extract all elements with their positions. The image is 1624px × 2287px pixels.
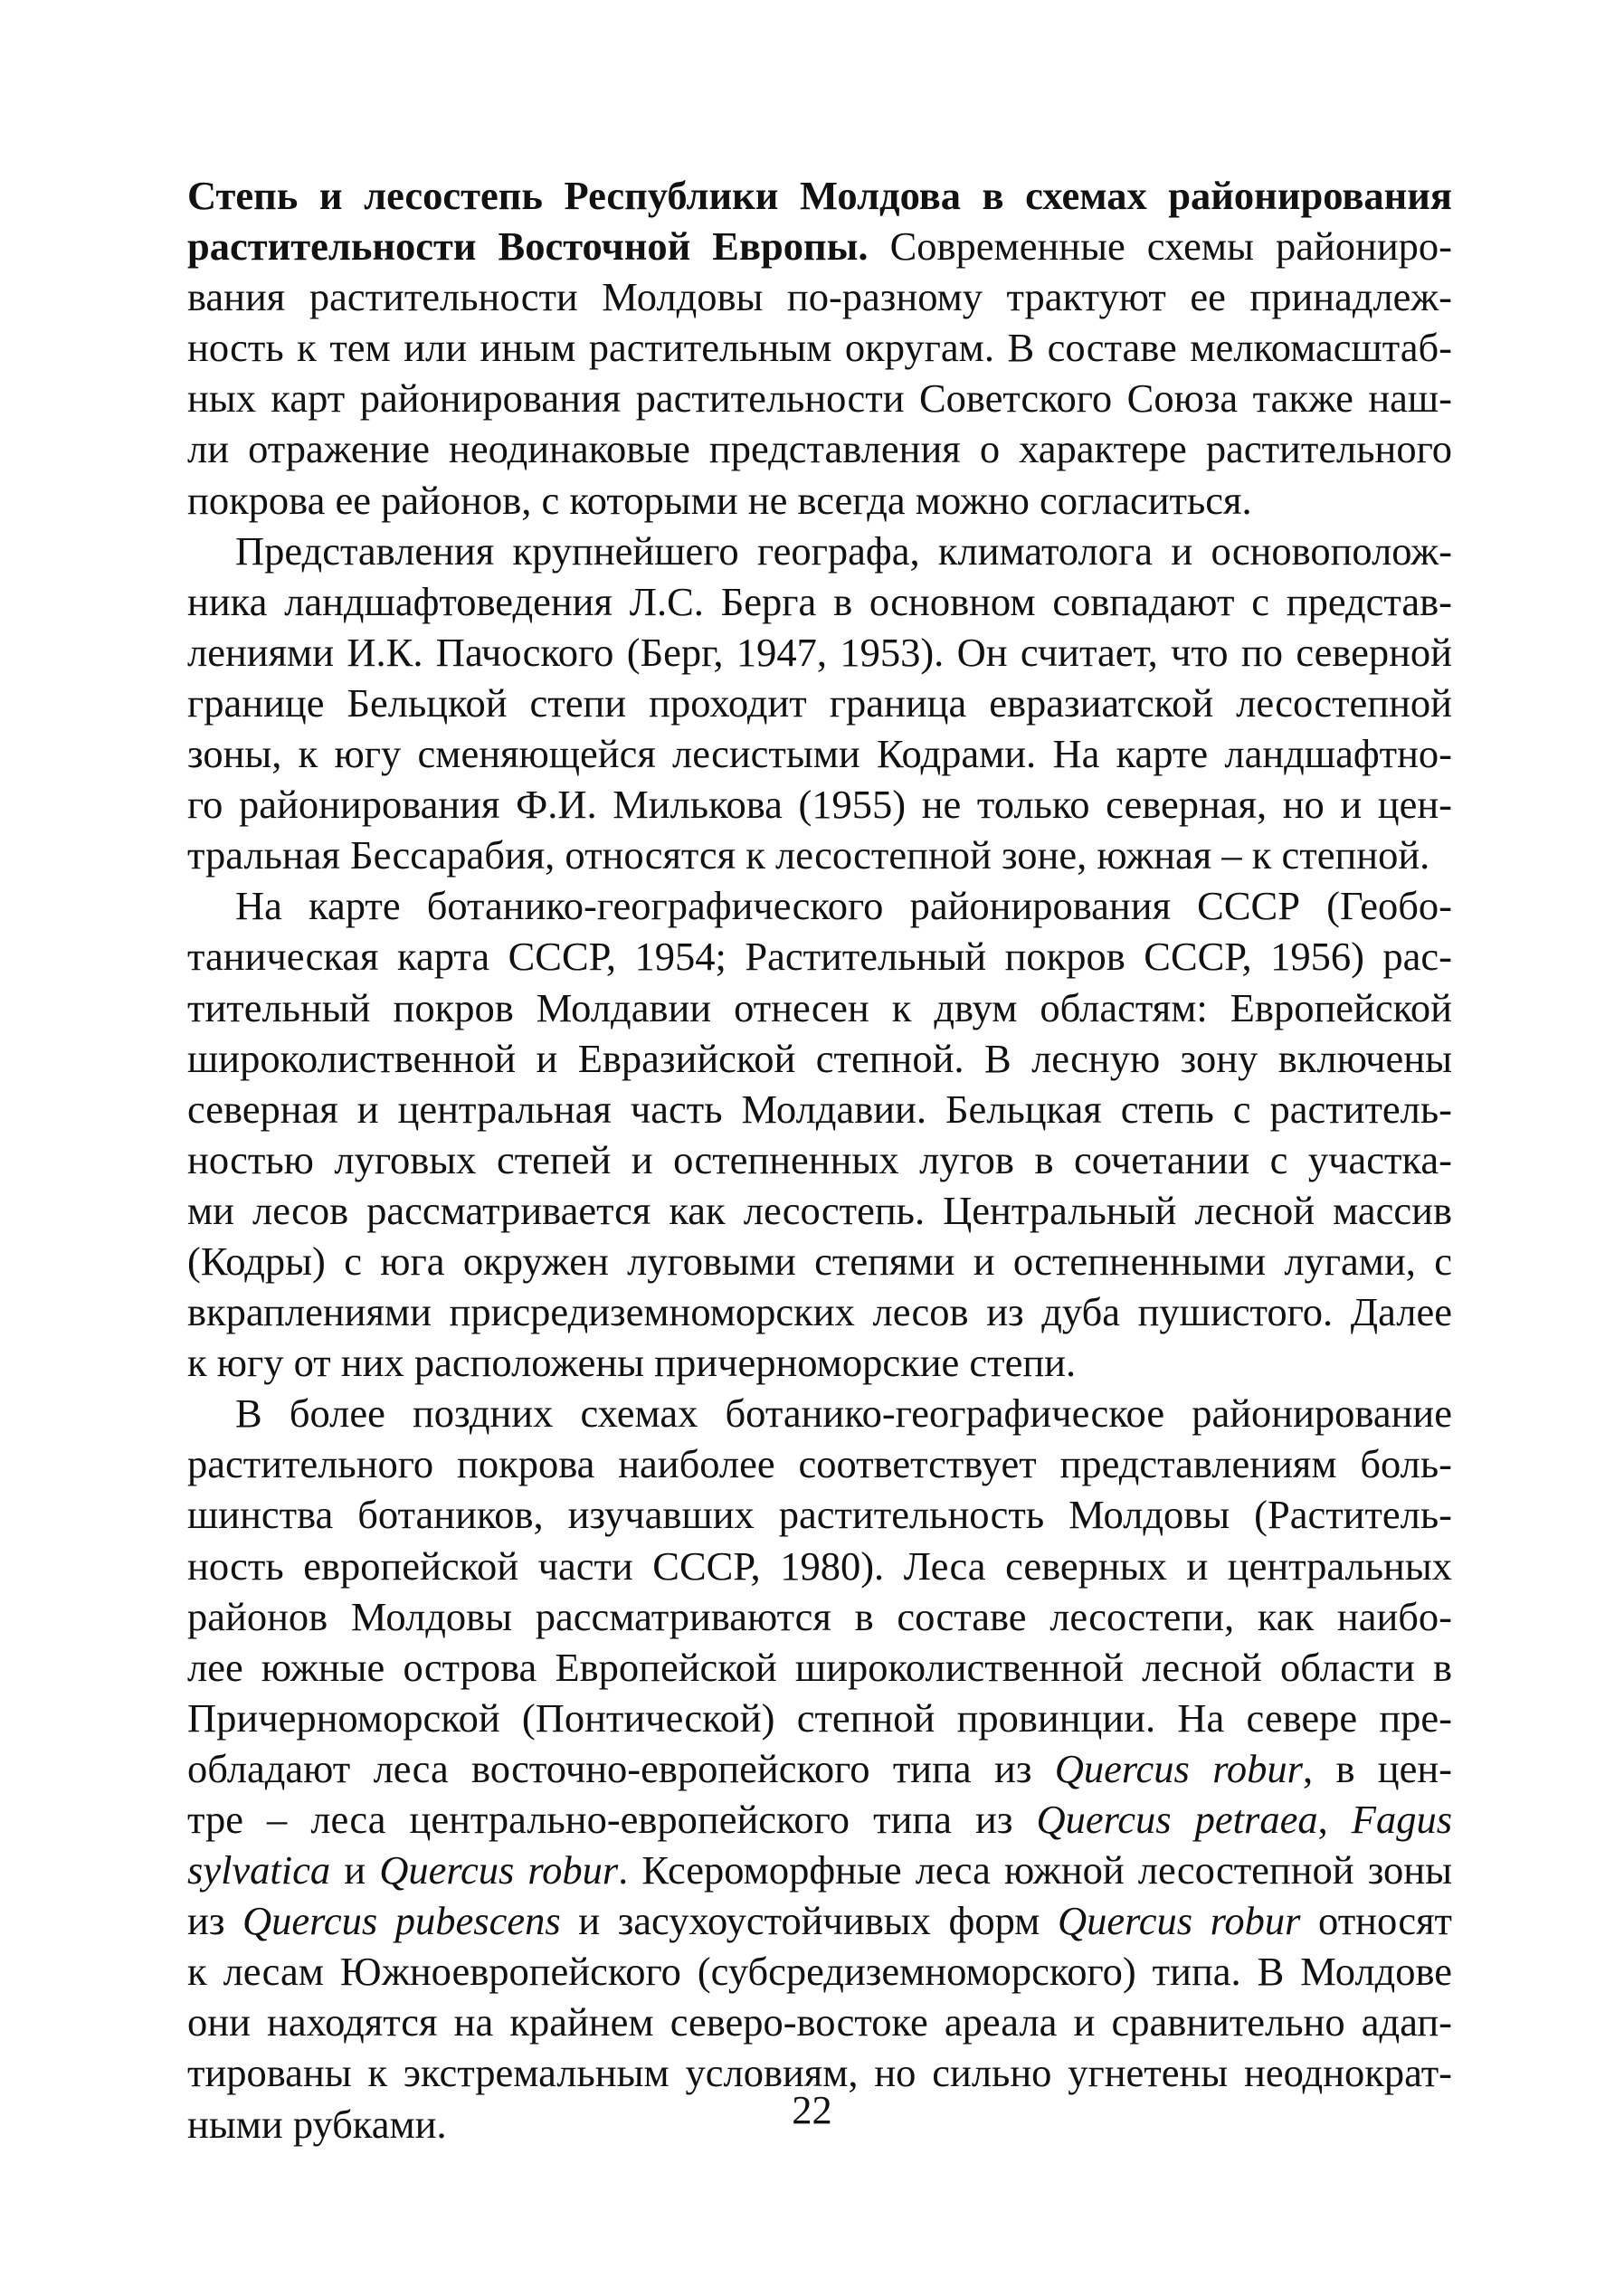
text-line	[187, 1185, 1452, 1236]
text-span: к лесам Южноевропейского (субсредиземноморского) типа. В Молдове	[187, 1949, 1452, 1995]
italic-text: Quercus robur	[1054, 1745, 1303, 1791]
text-line	[187, 728, 1452, 779]
text-line	[187, 322, 1452, 373]
text-line	[187, 627, 1452, 678]
paragraph	[187, 170, 1452, 526]
text-line	[187, 1946, 1452, 1997]
text-span: ность европейской части СССР, 1980). Леса северных и центральных	[187, 1542, 1452, 1589]
text-span: к югу от них расположены причерноморские степи.	[187, 1340, 1077, 1386]
italic-text: sylvatica	[187, 1847, 331, 1893]
text-span: вкраплениями присредиземноморских лесов из дуба пушистого. Далее	[187, 1289, 1452, 1335]
text-line	[187, 1084, 1452, 1134]
text-span: зоны, к югу сменяющейся лесистыми Кодрами. На карте ландшафтно-	[187, 731, 1452, 777]
text-line	[187, 1794, 1452, 1845]
text-line	[187, 576, 1452, 627]
text-span: покрова ее районов, с которыми не всегда можно согласиться.	[187, 477, 1252, 523]
text-span: . Ксероморфные леса южной лесостепной зоны	[618, 1847, 1453, 1893]
text-line	[187, 1845, 1452, 1895]
bold-text: Степь и лесостепь Республики Молдова в схемах районирования	[187, 173, 1452, 218]
text-line	[187, 931, 1452, 982]
text-line	[187, 1997, 1452, 2047]
text-line	[187, 423, 1452, 474]
text-span: тированы к экстремальным условиям, но сильно угнетены неоднократ-	[187, 2050, 1452, 2096]
text-span: ными рубками.	[187, 2101, 447, 2147]
text-span: , в цен-	[1302, 1745, 1452, 1791]
text-span: Причерноморской (Понтической) степной провинции. На севере пре-	[187, 1694, 1452, 1741]
text-span: северная и центральная часть Молдавии. Бельцкая степь с раститель-	[187, 1086, 1452, 1132]
text-line	[187, 221, 1452, 271]
text-span: растительного покрова наиболее соответствует представлениям боль-	[187, 1441, 1452, 1487]
text-line	[187, 1134, 1452, 1185]
italic-text: Quercus petraea	[1036, 1797, 1318, 1842]
text-span: ли отражение неодинаковые представления о характере растительного	[187, 426, 1452, 472]
text-span: широколиственной и Евразийской степной. В лесную зону включены	[187, 1035, 1452, 1081]
text-line	[187, 1033, 1452, 1084]
text-line	[187, 1591, 1452, 1642]
text-span: лее южные острова Европейской широколиственной лесной области в	[187, 1644, 1452, 1690]
text-line	[187, 475, 1452, 526]
text-span: они находятся на крайнем северо-востоке ареала и сравнительно адап-	[187, 1999, 1452, 2045]
text-line	[187, 1489, 1452, 1540]
text-line	[187, 1438, 1452, 1489]
text-line	[187, 1286, 1452, 1337]
text-span: шинства ботаников, изучавших растительность Молдовы (Раститель-	[187, 1492, 1452, 1538]
text-span: из	[187, 1898, 243, 1944]
text-line	[187, 1642, 1452, 1693]
text-span: В более поздних схемах ботанико-географическое районирование	[235, 1390, 1452, 1437]
text-span: (Кодры) с юга окружен луговыми степями и остепненными лугами, с	[187, 1238, 1452, 1284]
text-span: Представления крупнейшего географа, климатолога и основополож-	[235, 527, 1452, 574]
text-span: ных карт районирования растительности Советского Союза также наш-	[187, 375, 1452, 422]
text-line	[187, 1236, 1452, 1286]
text-line	[187, 526, 1452, 576]
text-line	[187, 1693, 1452, 1743]
text-span: лениями И.К. Пачоского (Берг, 1947, 1953). Он считает, что по северной	[187, 629, 1452, 675]
text-line	[187, 1541, 1452, 1591]
paragraph	[187, 526, 1452, 881]
text-line	[187, 1895, 1452, 1946]
text-line	[187, 170, 1452, 221]
text-span: ника ландшафтоведения Л.С. Берга в основном совпадают с представ-	[187, 578, 1452, 624]
text-span: ми лесов рассматривается как лесостепь. Центральный лесной массив	[187, 1187, 1452, 1233]
paragraph	[187, 880, 1452, 1388]
text-span: ностью луговых степей и остепненных лугов в сочетании с участка-	[187, 1136, 1452, 1182]
text-line	[187, 1388, 1452, 1438]
paragraph	[187, 1388, 1452, 2149]
text-span: тральная Бессарабия, относятся к лесостепной зоне, южная – к степной.	[187, 832, 1430, 878]
text-line	[187, 779, 1452, 830]
italic-text: Quercus robur	[1057, 1898, 1301, 1944]
text-span: Современные схемы райониро-	[868, 223, 1452, 270]
text-span: ,	[1317, 1797, 1352, 1842]
text-line	[187, 880, 1452, 931]
text-span: районов Молдовы рассматриваются в составе лесостепи, как наибо-	[187, 1593, 1452, 1639]
text-span: таническая карта СССР, 1954; Растительный покров СССР, 1956) рас-	[187, 934, 1452, 980]
text-span: относят	[1300, 1898, 1452, 1944]
text-span: ность к тем или иным растительным округам. В составе мелкомасштаб-	[187, 325, 1452, 371]
body-text	[187, 170, 1452, 2149]
text-span: и	[330, 1847, 380, 1893]
text-line	[187, 1337, 1452, 1388]
text-span: вания растительности Молдовы по-разному трактуют ее принадлеж-	[187, 274, 1452, 320]
text-span: тре – леса центрально-европейского типа из	[187, 1797, 1037, 1842]
text-span: границе Бельцкой степи проходит граница евразиатской лесостепной	[187, 679, 1452, 726]
italic-text: Quercus robur	[379, 1847, 619, 1893]
text-span: На карте ботанико-географического районирования СССР (Геобо-	[235, 883, 1452, 929]
text-line	[187, 271, 1452, 322]
italic-text: Quercus pubescens	[242, 1898, 561, 1944]
page-number: 22	[792, 2087, 832, 2132]
text-line	[187, 830, 1452, 880]
text-line	[187, 982, 1452, 1033]
text-span: го районирования Ф.И. Милькова (1955) не только северная, но и цен-	[187, 782, 1452, 828]
text-span: и засухоустойчивых форм	[560, 1898, 1058, 1944]
bold-text: растительности Восточной Европы.	[187, 223, 869, 270]
text-span: обладают леса восточно-европейского типа из	[187, 1745, 1055, 1791]
text-line	[187, 1743, 1452, 1794]
italic-text: Fagus	[1351, 1797, 1453, 1842]
text-line	[187, 373, 1452, 423]
text-line	[187, 678, 1452, 728]
text-span: тительный покров Молдавии отнесен к двум областям: Европейской	[187, 984, 1452, 1030]
